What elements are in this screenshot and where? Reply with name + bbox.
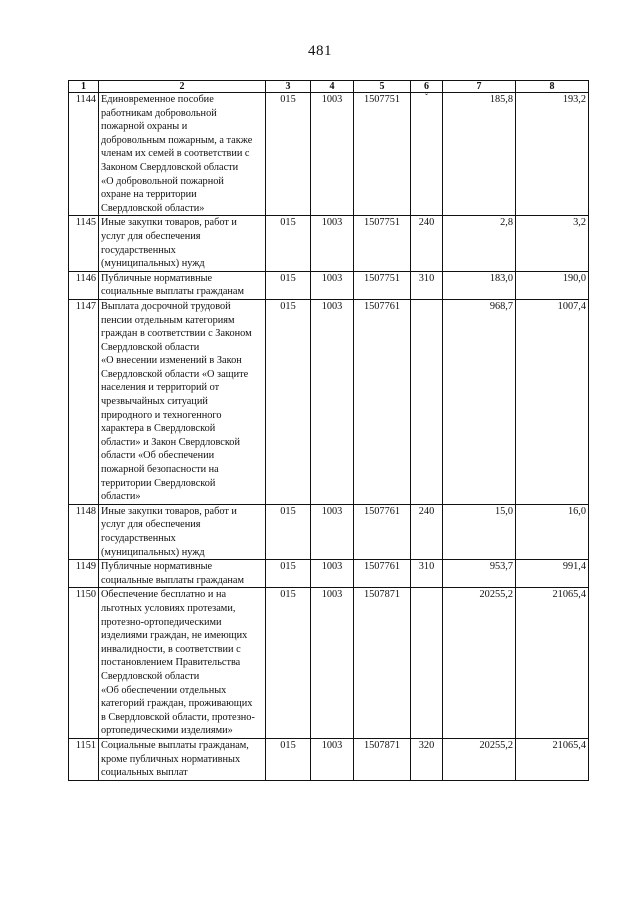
- description-line: Свердловской области»: [101, 202, 205, 214]
- row-col-3: 015: [266, 738, 311, 780]
- description-line: характера в Свердловской: [101, 423, 216, 435]
- row-col-3: 015: [266, 588, 311, 739]
- description-line: категорий граждан, проживающих: [101, 698, 253, 710]
- header-row: [69, 81, 589, 93]
- description-line: социальные выплаты гражданам: [101, 286, 244, 298]
- description-line: охране на территории: [101, 189, 197, 201]
- header-col-3: 3: [266, 81, 311, 93]
- row-col-4: 1003: [311, 216, 354, 271]
- table-row: [69, 738, 589, 780]
- description-line: Выплата досрочной трудовой: [101, 300, 231, 312]
- description-line: Законом Свердловской области: [101, 161, 239, 173]
- description-line: Единовременное пособие: [101, 94, 214, 105]
- row-col-4: 1003: [311, 588, 354, 739]
- row-amount-col-8: 21065,4: [516, 588, 589, 739]
- row-col-4: 1003: [311, 560, 354, 588]
- description-line: (муниципальных) нужд: [101, 546, 205, 558]
- row-description: [99, 560, 266, 588]
- description-line: льготных условиях протезами,: [101, 602, 236, 614]
- header-col-5: 5: [354, 81, 411, 93]
- row-amount-col-8: 991,4: [516, 560, 589, 588]
- description-line: Свердловской области: [101, 670, 200, 682]
- row-code: 1144: [69, 93, 99, 216]
- row-col-6: 240: [411, 504, 443, 559]
- pen-mark: ˇ: [425, 92, 428, 102]
- description-line: «Об обеспечении отдельных: [101, 684, 227, 696]
- header-col-1: 1: [69, 81, 99, 93]
- row-col-5: 1507761: [354, 560, 411, 588]
- row-amount-col-7: 968,7: [443, 299, 516, 504]
- description-line: Свердловской области: [101, 341, 200, 353]
- description-line: работникам добровольной: [101, 107, 217, 119]
- description-line: услуг для обеспечения: [101, 230, 201, 242]
- row-col-6: 310: [411, 271, 443, 299]
- header-col-6: 6: [411, 81, 443, 93]
- row-amount-col-7: 185,8: [443, 93, 516, 216]
- row-amount-col-7: 2,8: [443, 216, 516, 271]
- header-col-2: 2: [99, 81, 266, 93]
- row-col-3: 015: [266, 216, 311, 271]
- description-line: добровольным пожарным, а также: [101, 134, 253, 146]
- row-description: [99, 271, 266, 299]
- row-col-5: 1507761: [354, 504, 411, 559]
- description-line: населения и территорий от: [101, 382, 220, 394]
- description-line: государственных: [101, 533, 176, 544]
- description-line: инвалидности, в соответствии с: [101, 643, 241, 655]
- row-col-4: 1003: [311, 93, 354, 216]
- row-code: 1151: [69, 738, 99, 780]
- row-col-3: 015: [266, 560, 311, 588]
- description-line: пожарной охраны и: [101, 121, 188, 133]
- row-col-5: 1507761: [354, 299, 411, 504]
- description-line: (муниципальных) нужд: [101, 258, 205, 270]
- description-line: граждан в соответствии с Законом: [101, 328, 252, 340]
- row-code: 1146: [69, 271, 99, 299]
- row-description: [99, 93, 266, 216]
- description-line: территории Свердловской: [101, 477, 216, 489]
- header-col-8: 8: [516, 81, 589, 93]
- description-line: Публичные нормативные: [101, 561, 213, 573]
- row-amount-col-7: 15,0: [443, 504, 516, 559]
- row-amount-col-7: 953,7: [443, 560, 516, 588]
- table-row: [69, 560, 589, 588]
- row-description: [99, 216, 266, 271]
- budget-table: [68, 80, 589, 781]
- table-row: [69, 271, 589, 299]
- description-line: Обеспечение бесплатно и на: [101, 589, 227, 601]
- table-row: [69, 216, 589, 271]
- row-amount-col-7: 20255,2: [443, 588, 516, 739]
- row-description: [99, 588, 266, 739]
- row-amount-col-7: 20255,2: [443, 738, 516, 780]
- row-col-3: 015: [266, 93, 311, 216]
- description-line: «О внесении изменений в Закон: [101, 355, 242, 367]
- row-code: 1150: [69, 588, 99, 739]
- row-code: 1148: [69, 504, 99, 559]
- description-line: Социальные выплаты гражданам,: [101, 739, 249, 751]
- description-line: чрезвычайных ситуаций: [101, 396, 208, 408]
- row-amount-col-8: 21065,4: [516, 738, 589, 780]
- row-col-3: 015: [266, 299, 311, 504]
- row-col-4: 1003: [311, 504, 354, 559]
- row-col-6: 240: [411, 216, 443, 271]
- row-col-6: 310: [411, 560, 443, 588]
- row-col-5: 1507871: [354, 588, 411, 739]
- description-line: Публичные нормативные: [101, 272, 213, 284]
- description-line: изделиями граждан, не имеющих: [101, 630, 248, 642]
- description-line: членам их семей в соответствии с: [101, 148, 250, 160]
- row-description: [99, 299, 266, 504]
- row-col-5: 1507751: [354, 216, 411, 271]
- description-line: Иные закупки товаров, работ и: [101, 217, 237, 229]
- table-row: [69, 93, 589, 216]
- description-line: постановлением Правительства: [101, 657, 241, 669]
- row-code: 1147: [69, 299, 99, 504]
- description-line: Свердловской области «О защите: [101, 368, 249, 380]
- description-line: пожарной безопасности на: [101, 464, 219, 476]
- row-col-5: 1507751: [354, 93, 411, 216]
- page-number: 481: [308, 43, 332, 59]
- description-line: в Свердловской области, протезно-: [101, 711, 255, 723]
- row-col-6: [411, 588, 443, 739]
- row-code: 1149: [69, 560, 99, 588]
- row-amount-col-8: 3,2: [516, 216, 589, 271]
- description-line: «О добровольной пожарной: [101, 175, 224, 187]
- description-line: природного и техногенного: [101, 409, 222, 421]
- row-col-6: 320: [411, 738, 443, 780]
- table-row: [69, 504, 589, 559]
- description-line: Иные закупки товаров, работ и: [101, 505, 237, 517]
- table-row: [69, 588, 589, 739]
- description-line: области»: [101, 491, 141, 503]
- row-col-3: 015: [266, 504, 311, 559]
- description-line: государственных: [101, 244, 176, 256]
- row-col-4: 1003: [311, 738, 354, 780]
- row-description: [99, 504, 266, 559]
- row-amount-col-8: 1007,4: [516, 299, 589, 504]
- description-line: области «Об обеспечении: [101, 450, 215, 462]
- row-col-5: 1507751: [354, 271, 411, 299]
- row-amount-col-8: 193,2: [516, 93, 589, 216]
- row-amount-col-7: 183,0: [443, 271, 516, 299]
- description-line: протезно-ортопедическими: [101, 616, 222, 628]
- row-col-4: 1003: [311, 271, 354, 299]
- table-row: [69, 299, 589, 504]
- header-col-4: 4: [311, 81, 354, 93]
- row-description: [99, 738, 266, 780]
- description-line: области» и Закон Свердловской: [101, 436, 240, 448]
- description-line: услуг для обеспечения: [101, 519, 201, 531]
- description-line: кроме публичных нормативных: [101, 753, 241, 765]
- row-amount-col-8: 16,0: [516, 504, 589, 559]
- row-col-6: [411, 299, 443, 504]
- row-col-4: 1003: [311, 299, 354, 504]
- row-amount-col-8: 190,0: [516, 271, 589, 299]
- row-col-3: 015: [266, 271, 311, 299]
- description-line: ортопедическими изделиями»: [101, 725, 233, 737]
- row-code: 1145: [69, 216, 99, 271]
- row-col-5: 1507871: [354, 738, 411, 780]
- row-col-6: [411, 93, 443, 216]
- description-line: социальные выплаты гражданам: [101, 574, 244, 586]
- description-line: пенсии отдельным категориям: [101, 314, 235, 326]
- header-col-7: 7: [443, 81, 516, 93]
- description-line: социальных выплат: [101, 767, 188, 779]
